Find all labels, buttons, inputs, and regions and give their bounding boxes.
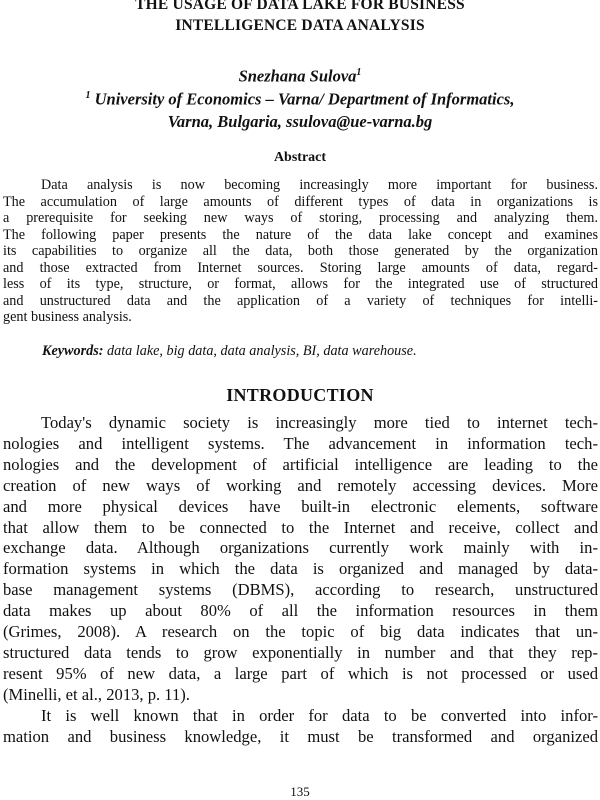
body-line: nologies and intelligent systems. The advancement in information tech- xyxy=(3,433,598,453)
affiliation-line-1-text: University of Economics – Varna/ Department of Informatics, xyxy=(94,89,515,109)
page-number: 135 xyxy=(290,784,310,799)
body-line: that allow them to be connected to the Internet and receive, collect and xyxy=(3,517,598,537)
body-line: mation and business knowledge, it must be transformed and organized xyxy=(3,726,598,746)
affiliation-line-2: Varna, Bulgaria, ssulova@ue-varna.bg xyxy=(167,111,433,131)
author-name xyxy=(0,62,600,88)
body-line: Today's dynamic society is increasingly more tied to internet tech- xyxy=(41,413,598,432)
affiliation-line-1 xyxy=(0,85,600,111)
abstract-line: less of its type, structure, or format, allows for the integrated use of structured xyxy=(3,276,598,292)
body-line: and more physical devices have built-in electronic elements, software xyxy=(3,496,598,516)
abstract-line: Data analysis is now becoming increasingly more important for business. xyxy=(41,177,598,193)
paper-title-line-2: INTELLIGENCE DATA ANALYSIS xyxy=(175,17,425,34)
body-line: data makes up about 80% of all the information resources in them xyxy=(3,601,598,621)
abstract-line: a prerequisite for seeking new ways of storing, processing and analyzing them. xyxy=(3,210,598,226)
body-line: resent 95% of new data, a large part of which is not processed or used xyxy=(3,663,598,683)
body-line: creation of new ways of working and remotely accessing devices. More xyxy=(3,475,598,495)
abstract-body xyxy=(3,177,598,326)
abstract-line: The accumulation of large amounts of different types of data in organizations is xyxy=(3,193,598,210)
section-heading-introduction: INTRODUCTION xyxy=(226,385,374,405)
introduction-body xyxy=(3,413,598,748)
keywords-label: Keywords: xyxy=(42,343,104,359)
abstract-heading: Abstract xyxy=(273,150,327,165)
author-affiliation xyxy=(0,85,600,133)
paper-title xyxy=(0,0,600,36)
body-line: (Grimes, 2008). A research on the topic of big data indicates that un- xyxy=(3,622,598,642)
abstract-line: and unstructured data and the application of a variety of techniques for intelli- xyxy=(3,292,598,309)
body-line: nologies and the development of artificial intelligence are leading to the xyxy=(3,454,598,474)
keywords xyxy=(42,343,598,360)
keywords-text: data lake, big data, data analysis, BI, data warehouse. xyxy=(107,343,417,359)
body-line: structured data tends to grow exponentially in number and that they rep- xyxy=(3,642,598,662)
body-line: exchange data. Although organizations currently work mainly with in- xyxy=(3,538,598,558)
paper-title-line-1: THE USAGE OF DATA LAKE FOR BUSINESS xyxy=(135,0,465,13)
author-name-text: Snezhana Sulova xyxy=(238,66,357,86)
affiliation-marker: 1 xyxy=(85,90,91,101)
abstract-line: The following paper presents the nature of the data lake concept and examines xyxy=(3,226,598,243)
abstract-line: gent business analysis. xyxy=(3,309,132,325)
body-line: formation systems in which the data is organized and managed by data- xyxy=(3,559,598,579)
body-line: It is well known that in order for data to be converted into infor- xyxy=(41,705,598,725)
abstract-line: and those extracted from Internet sources. Storing large amounts of data, regard- xyxy=(3,259,598,276)
abstract-line: its capabilities to organize all the data, both those generated by the organization xyxy=(3,243,598,259)
body-line: base management systems (DBMS), according to research, unstructured xyxy=(3,580,598,600)
author-affiliation-marker: 1 xyxy=(356,67,362,78)
body-line: (Minelli, et al., 2013, p. 11). xyxy=(3,684,190,704)
